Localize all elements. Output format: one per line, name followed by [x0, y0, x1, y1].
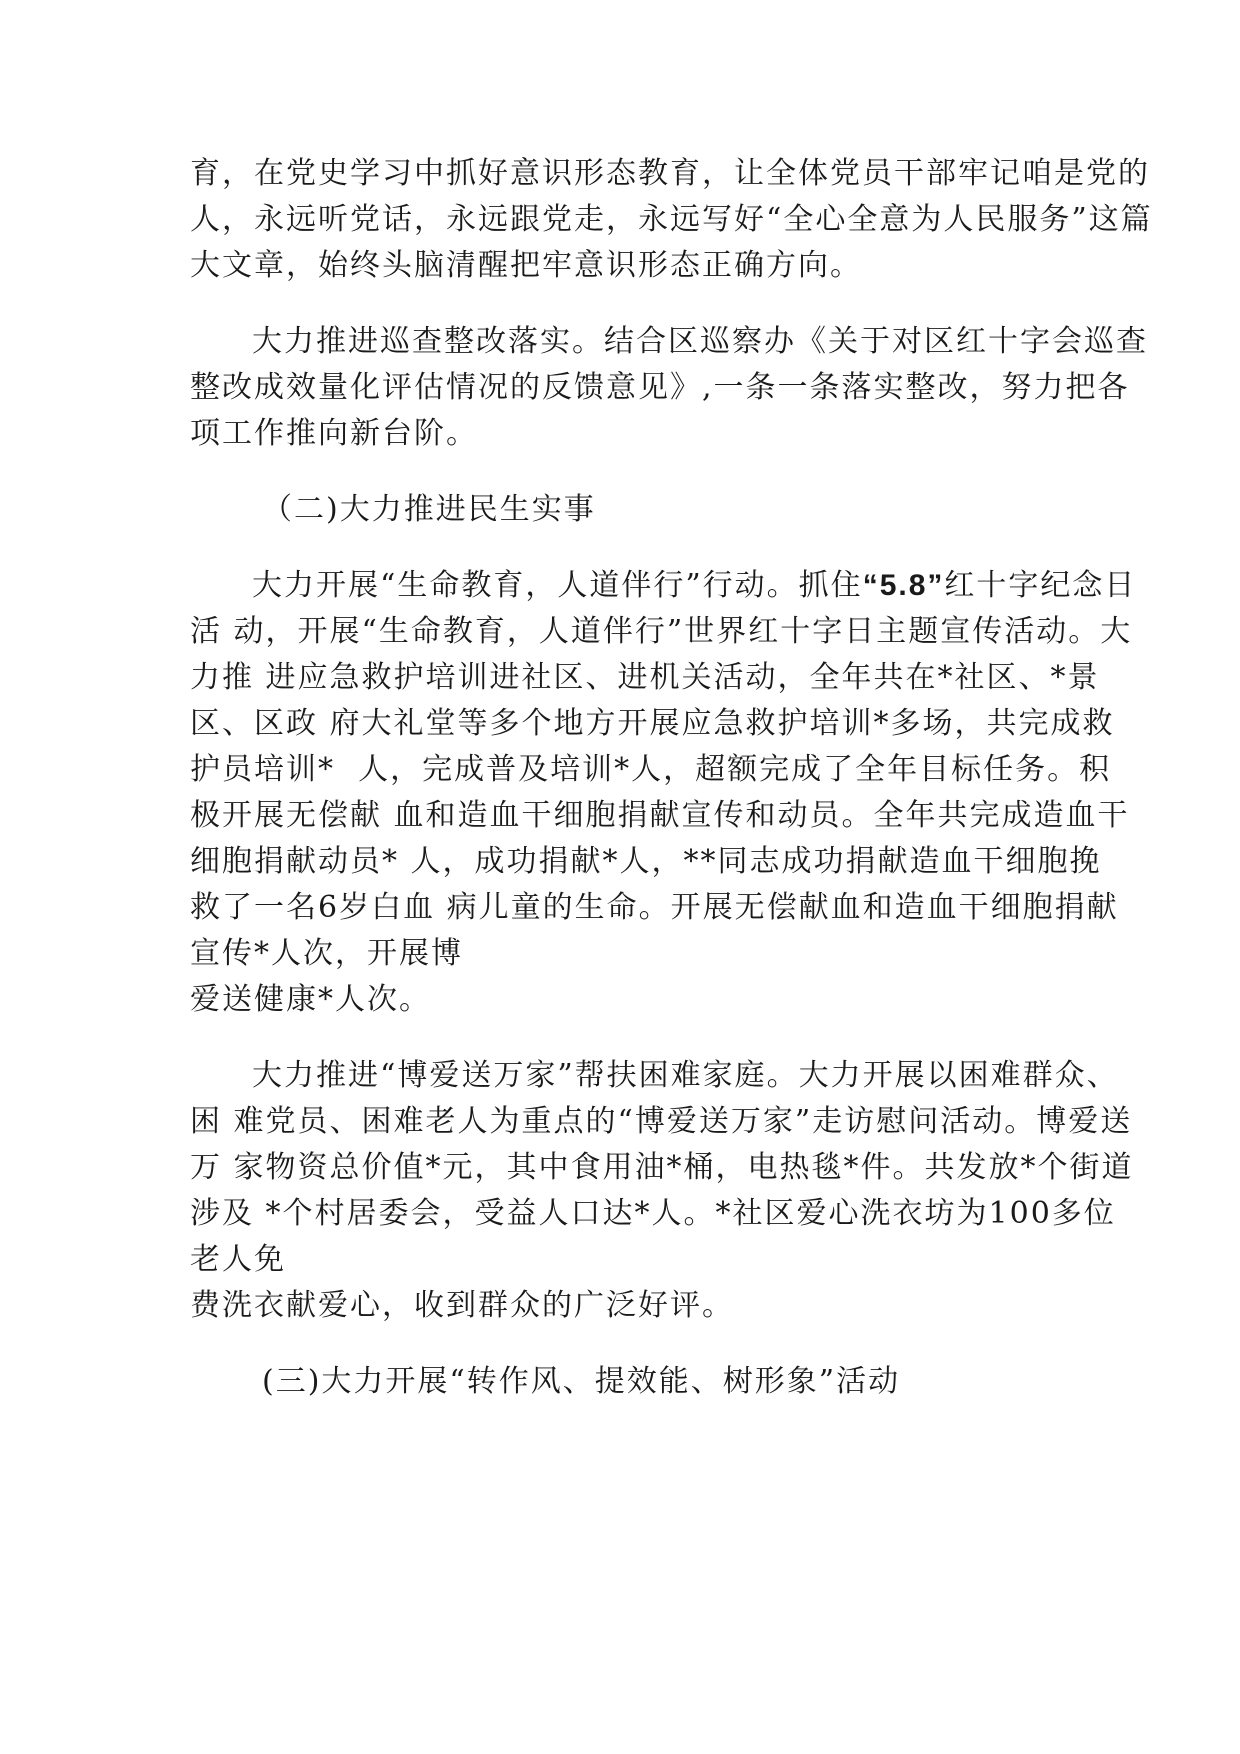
text-line: 育，在党史学习中抓好意识形态教育，让全体党员干部牢记咱是党的	[190, 156, 1150, 191]
text-line: 人，永远听党话，永远跟党走，永远写好“全心全意为人民服务”这篇	[190, 202, 1153, 237]
text-line: 爱送健康*人次。	[190, 982, 431, 1017]
text-line: 大文章，始终头脑清醒把牢意识形态正确方向。	[190, 248, 862, 283]
text-line: 救了一名6岁白血 病儿童的生命。开展无偿献血和造血干细胞捐献	[190, 890, 1119, 925]
paragraph-first-line: 大力推进“博爱送万家”帮扶困难家庭。大力开展以困难群众、	[252, 1058, 1119, 1093]
text-line: 力推 进应急救护培训进社区、进机关活动，全年共在*社区、*景	[190, 660, 1100, 695]
commemoration-date: “5.8”	[862, 569, 945, 602]
text-line: 老人免	[190, 1242, 286, 1277]
section-heading: （二)大力推进民生实事	[262, 492, 596, 527]
paragraph-first-line	[252, 566, 1136, 606]
text-line: 细胞捐献动员* 人，成功捐献*人，**同志成功捐献造血干细胞挽	[190, 844, 1102, 879]
text-line: 费洗衣献爱心，收到群众的广泛好评。	[190, 1288, 734, 1323]
text-line: 项工作推向新台阶。	[190, 416, 478, 451]
text-line: 万 家物资总价值*元，其中食用油*桶，电热毯*件。共发放*个街道	[190, 1150, 1134, 1185]
text-line: 困 难党员、困难老人为重点的“博爱送万家”走访慰问活动。博爱送	[190, 1104, 1133, 1139]
text-line: 活 动，开展“生命教育，人道伴行”世界红十字日主题宣传活动。大	[190, 614, 1133, 649]
section-heading: (三)大力开展“转作风、提效能、树形象”活动	[262, 1364, 901, 1399]
text-line: 整改成效量化评估情况的反馈意见》,一条一条落实整改，努力把各	[190, 370, 1130, 405]
text-segment: 红十字纪念日	[944, 568, 1137, 603]
text-line: 护员培训* 人，完成普及培训*人，超额完成了全年目标任务。积	[190, 752, 1112, 787]
text-line: 涉及 *个村居委会，受益人口达*人。*社区爱心洗衣坊为100多位	[190, 1196, 1116, 1231]
text-line: 区、区政 府大礼堂等多个地方开展应急救护培训*多场，共完成救	[190, 706, 1115, 741]
text-line: 极开展无偿献 血和造血干细胞捐献宣传和动员。全年共完成造血干	[190, 798, 1130, 833]
text-segment: 大力开展“生命教育，人道伴行”行动。抓住	[252, 568, 863, 603]
text-line: 宣传*人次，开展博	[190, 936, 463, 971]
paragraph-first-line: 大力推进巡查整改落实。结合区巡察办《关于对区红十字会巡查	[252, 324, 1148, 359]
